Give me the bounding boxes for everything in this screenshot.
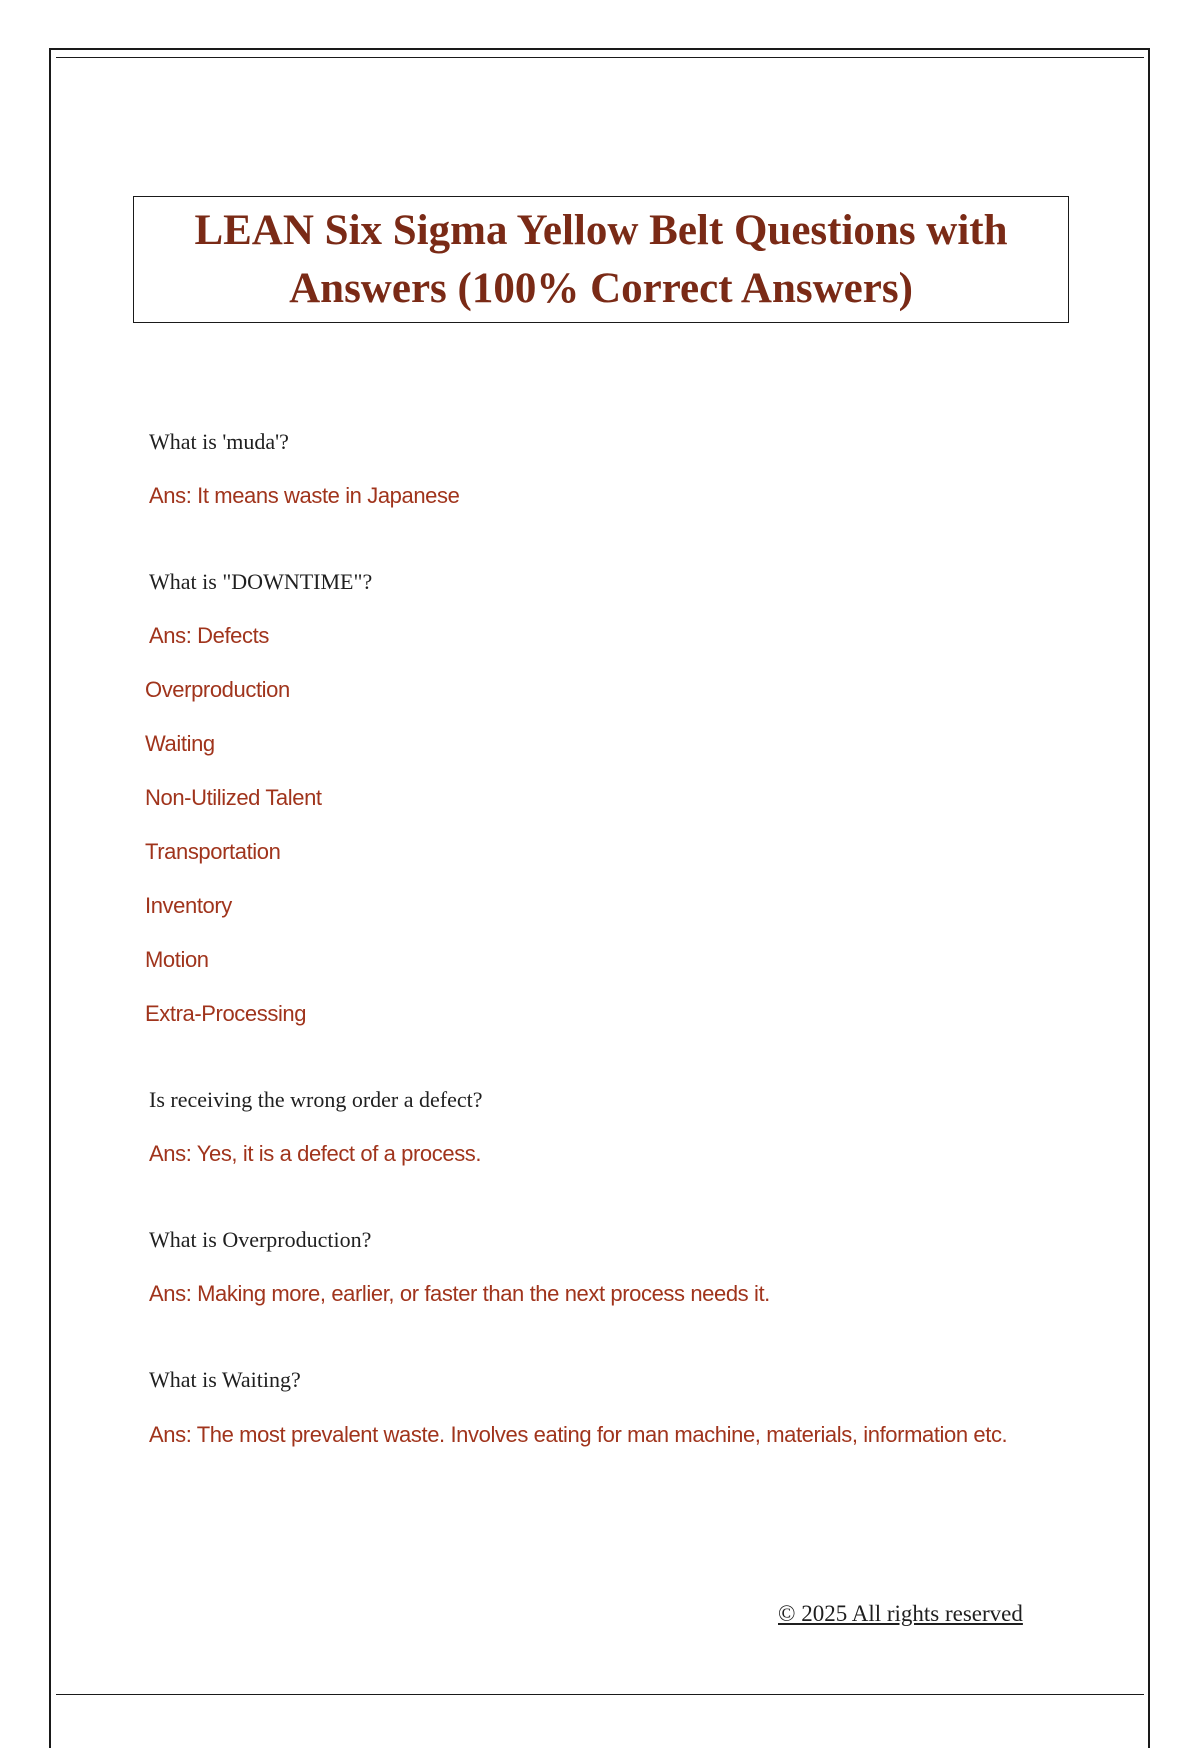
answer-2-item: Extra-Processing [145,1001,307,1026]
bottom-rule [56,1694,1144,1695]
page-title: LEAN Six Sigma Yellow Belt Questions with Answers (100% Correct Answers) [194,206,1008,312]
question-5: What is Waiting? [149,1367,301,1392]
answer-2-item: Motion [145,947,209,972]
answer-1: Ans: It means waste in Japanese [149,483,460,508]
answer-4: Ans: Making more, earlier, or faster than the next process needs it. [149,1281,770,1306]
question-4: What is Overproduction? [149,1227,372,1252]
answer-2-item: Non-Utilized Talent [145,785,322,810]
answer-2-item: Transportation [145,839,281,864]
answer-2-item: Waiting [145,731,215,756]
answer-2: Ans: Defects [149,623,269,648]
title-box [133,196,1069,323]
question-3: Is receiving the wrong order a defect? [149,1087,483,1112]
copyright-footer: © 2025 All rights reserved [778,1601,1023,1626]
question-1: What is 'muda'? [149,429,289,454]
top-rule [56,57,1144,58]
answer-2-item: Inventory [145,893,232,918]
answer-5: Ans: The most prevalent waste. Involves eating for man machine, materials, information etc. [149,1422,1008,1447]
question-2: What is "DOWNTIME"? [149,569,373,594]
answer-2-item: Overproduction [145,677,290,702]
answer-3: Ans: Yes, it is a defect of a process. [149,1141,482,1166]
